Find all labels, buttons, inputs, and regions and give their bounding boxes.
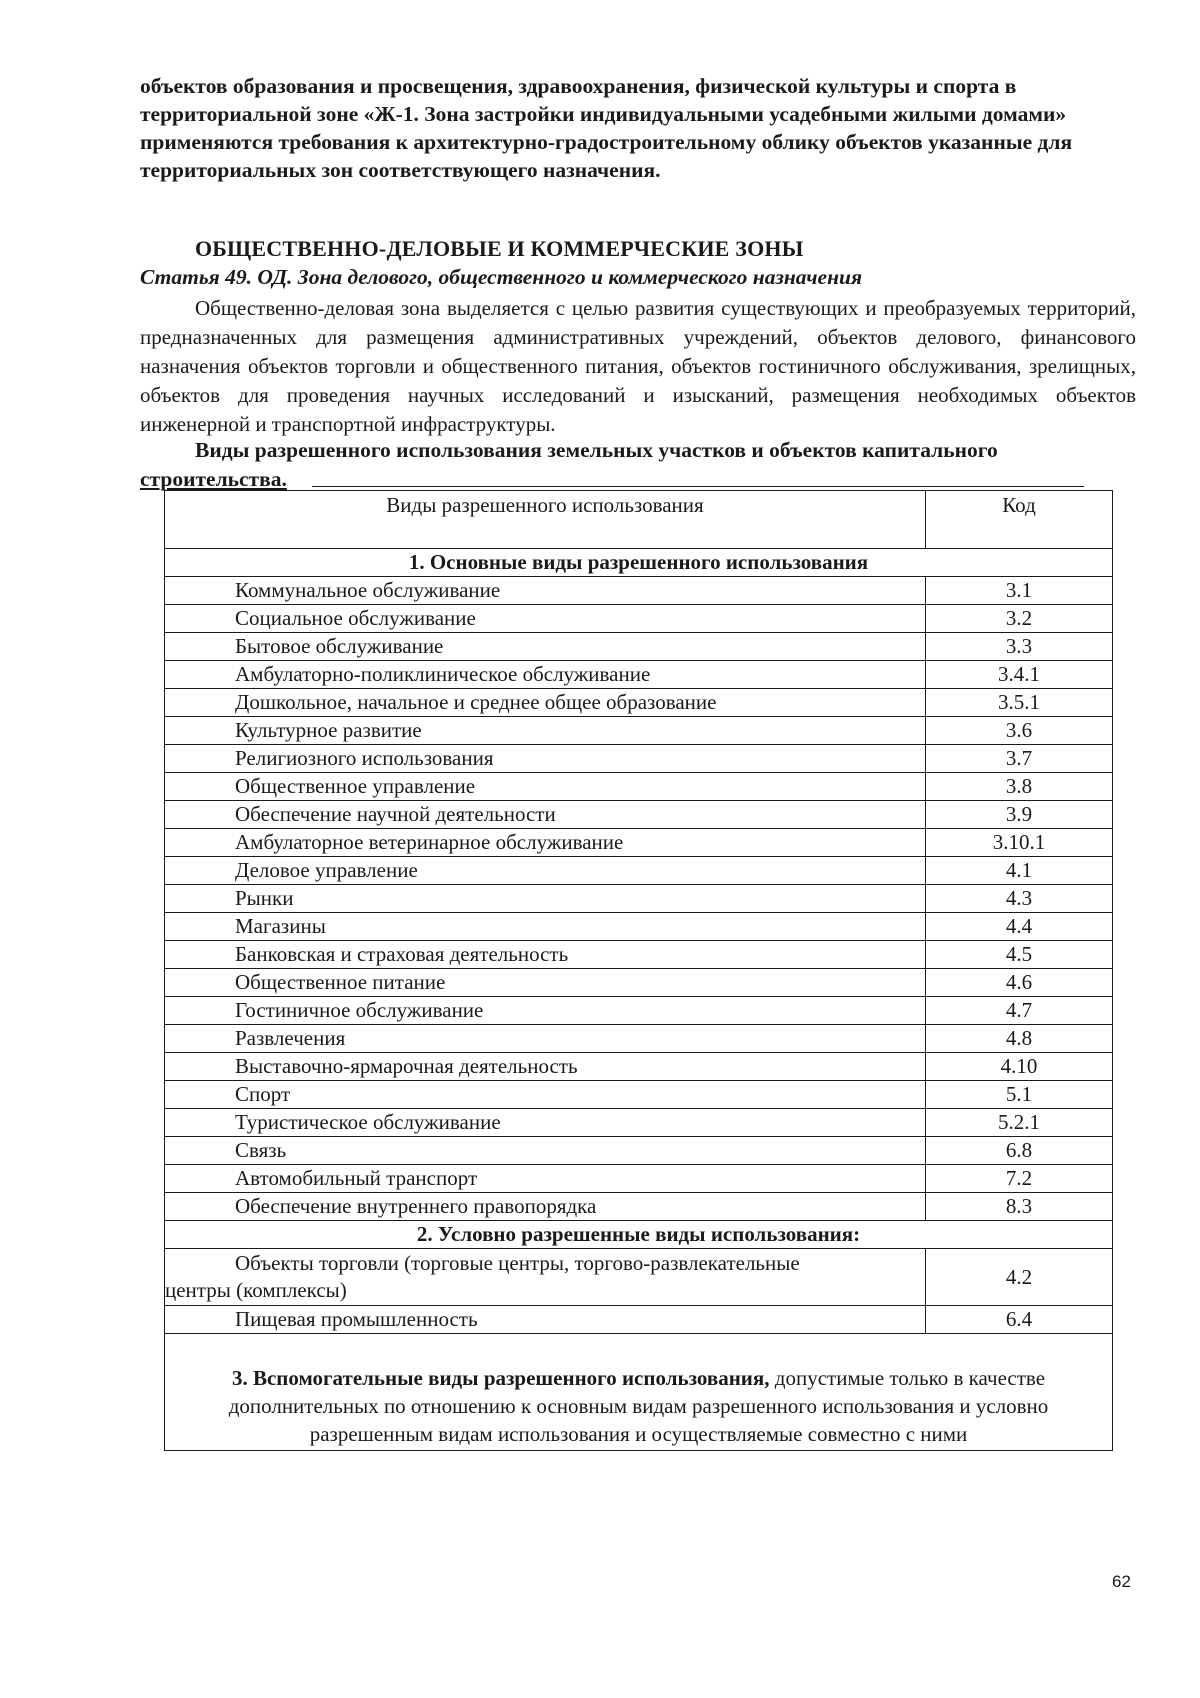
use-code-cell: 4.8 <box>926 1025 1113 1053</box>
table-row <box>165 1081 1113 1109</box>
use-code-cell: 3.1 <box>926 577 1113 605</box>
use-name-cell: Рынки <box>165 885 926 913</box>
table-row <box>165 745 1113 773</box>
table-row <box>165 1165 1113 1193</box>
table-row <box>165 969 1113 997</box>
table-row <box>165 577 1113 605</box>
use-name-cell: Связь <box>165 1137 926 1165</box>
table-row <box>165 885 1113 913</box>
section-title: ОБЩЕСТВЕННО-ДЕЛОВЫЕ И КОММЕРЧЕСКИЕ ЗОНЫ <box>195 236 804 261</box>
use-name-cell: Выставочно-ярмарочная деятельность <box>165 1053 926 1081</box>
use-name-line1: Объекты торговли (торговые центры, торгово-развлекательные <box>235 1251 800 1275</box>
use-name-cell: Гостиничное обслуживание <box>165 997 926 1025</box>
table-row <box>165 689 1113 717</box>
use-code-cell: 6.4 <box>926 1306 1113 1334</box>
use-name-cell: Общественное питание <box>165 969 926 997</box>
group-1-row <box>165 549 1113 577</box>
use-name-line2: центры (комплексы) <box>165 1278 347 1302</box>
header-name-cell: Виды разрешенного использования <box>165 491 926 549</box>
header-code-cell: Код <box>926 491 1113 549</box>
table-row <box>165 1249 1113 1306</box>
use-code-cell: 3.2 <box>926 605 1113 633</box>
use-code-cell: 4.7 <box>926 997 1113 1025</box>
use-name-cell: Культурное развитие <box>165 717 926 745</box>
use-name-cell: Спорт <box>165 1081 926 1109</box>
table-row <box>165 717 1113 745</box>
use-code-cell: 7.2 <box>926 1165 1113 1193</box>
uses-table <box>164 490 1113 1451</box>
use-code-cell: 3.10.1 <box>926 829 1113 857</box>
use-name-cell: Коммунальное обслуживание <box>165 577 926 605</box>
table-row <box>165 941 1113 969</box>
use-code-cell: 4.4 <box>926 913 1113 941</box>
table-row <box>165 857 1113 885</box>
table-row <box>165 773 1113 801</box>
use-name-cell: Развлечения <box>165 1025 926 1053</box>
table-row <box>165 997 1113 1025</box>
article-title: Статья 49. ОД. Зона делового, общественного и коммерческого назначения <box>140 265 863 289</box>
group-3-title-rest: допустимые только в качестве дополнительных по отношению к основным видам разрешенного использования и условно разрешенным видам использования и осуществляемые совместно с ними <box>228 1366 1049 1446</box>
use-code-cell: 4.10 <box>926 1053 1113 1081</box>
group-2-title: 2. Условно разрешенные виды использования: <box>165 1221 1113 1249</box>
use-code-cell: 5.2.1 <box>926 1109 1113 1137</box>
intro-paragraph: объектов образования и просвещения, здравоохранения, физической культуры и спорта в территориальной зоне «Ж-1. Зона застройки индивидуальными усадебными жилыми домами» применяются требования к архитектурно-градостроительному облику объектов указанные для территориальных зон соответствующего назначения. <box>140 74 1073 182</box>
use-code-cell: 4.1 <box>926 857 1113 885</box>
uses-title-line1: Виды разрешенного использования земельных участков и объектов капитального <box>195 438 998 462</box>
use-code-cell: 3.6 <box>926 717 1113 745</box>
use-name-cell: Автомобильный транспорт <box>165 1165 926 1193</box>
use-name-cell: Дошкольное, начальное и среднее общее образование <box>165 689 926 717</box>
use-name-cell: Обеспечение научной деятельности <box>165 801 926 829</box>
table-row <box>165 913 1113 941</box>
use-name-cell: Бытовое обслуживание <box>165 633 926 661</box>
use-code-cell: 4.5 <box>926 941 1113 969</box>
use-name-cell: Деловое управление <box>165 857 926 885</box>
use-name-cell: Амбулаторное ветеринарное обслуживание <box>165 829 926 857</box>
group-3-row <box>165 1334 1113 1451</box>
use-name-cell: Пищевая промышленность <box>165 1306 926 1334</box>
table-row <box>165 1025 1113 1053</box>
table-row <box>165 605 1113 633</box>
group-3-text <box>165 1334 1113 1451</box>
use-code-cell: 3.9 <box>926 801 1113 829</box>
zone-description: Общественно-деловая зона выделяется с целью развития существующих и преобразуемых территорий, предназначенных для размещения административных учреждений, объектов делового, финансового назначения объектов торговли и общественного питания, объектов гостиничного обслуживания, зрелищных, объектов для проведения научных исследований и изысканий, размещения необходимых объектов инженерной и транспортной инфраструктуры. <box>140 296 1136 436</box>
use-name-cell: Религиозного использования <box>165 745 926 773</box>
table-header-row <box>165 491 1113 549</box>
use-code-cell: 8.3 <box>926 1193 1113 1221</box>
use-code-cell: 3.7 <box>926 745 1113 773</box>
table-row <box>165 661 1113 689</box>
use-name-cell: Туристическое обслуживание <box>165 1109 926 1137</box>
use-code-cell: 3.4.1 <box>926 661 1113 689</box>
group-3-title-bold: 3. Вспомогательные виды разрешенного использования, <box>231 1366 770 1390</box>
group-1-title: 1. Основные виды разрешенного использования <box>165 549 1113 577</box>
table-row <box>165 633 1113 661</box>
table-row <box>165 801 1113 829</box>
table-row <box>165 1306 1113 1334</box>
use-code-cell: 5.1 <box>926 1081 1113 1109</box>
use-code-cell: 6.8 <box>926 1137 1113 1165</box>
use-code-cell: 4.2 <box>926 1249 1113 1306</box>
use-code-cell: 3.5.1 <box>926 689 1113 717</box>
table-row <box>165 1109 1113 1137</box>
use-name-cell: Банковская и страховая деятельность <box>165 941 926 969</box>
group-2-row <box>165 1221 1113 1249</box>
table-row <box>165 829 1113 857</box>
table-row <box>165 1053 1113 1081</box>
title-underline <box>312 486 1084 487</box>
use-code-cell: 3.3 <box>926 633 1113 661</box>
use-code-cell: 4.3 <box>926 885 1113 913</box>
table-row <box>165 1193 1113 1221</box>
page-number: 62 <box>1112 1572 1131 1591</box>
use-code-cell: 3.8 <box>926 773 1113 801</box>
use-code-cell: 4.6 <box>926 969 1113 997</box>
use-name-cell <box>165 1249 926 1306</box>
table-row <box>165 1137 1113 1165</box>
use-name-cell: Обеспечение внутреннего правопорядка <box>165 1193 926 1221</box>
uses-title-line2: строительства. <box>140 467 287 491</box>
use-name-cell: Социальное обслуживание <box>165 605 926 633</box>
use-name-cell: Амбулаторно-поликлиническое обслуживание <box>165 661 926 689</box>
use-name-cell: Магазины <box>165 913 926 941</box>
use-name-cell: Общественное управление <box>165 773 926 801</box>
